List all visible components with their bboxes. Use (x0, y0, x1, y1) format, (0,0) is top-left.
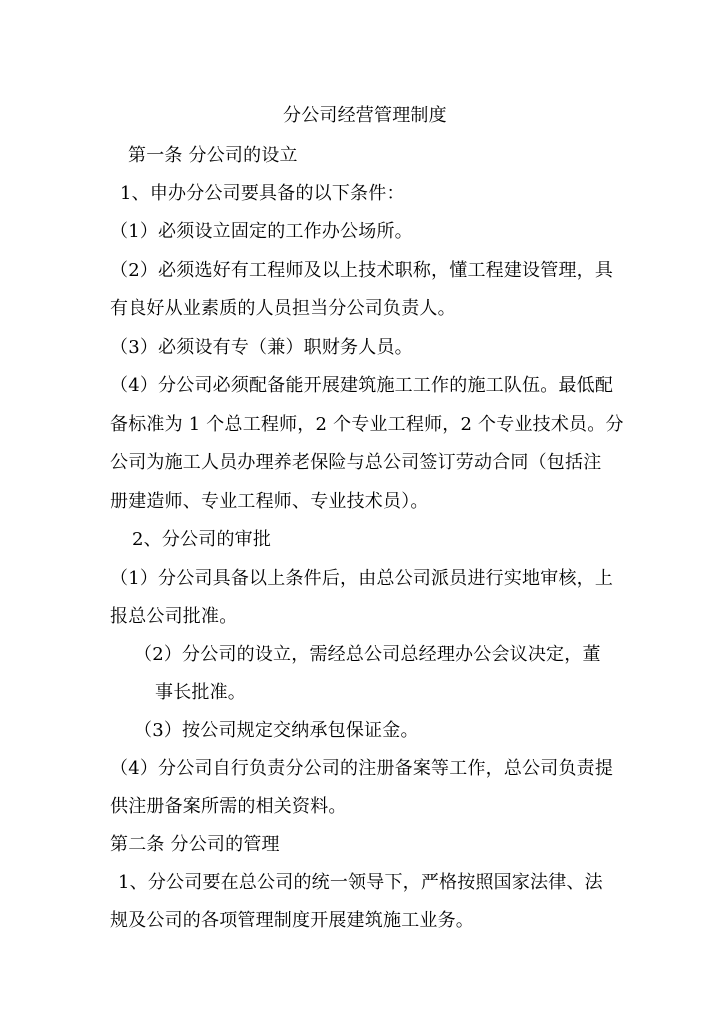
section-2-heading: 2、分公司的审批 (132, 529, 272, 550)
paragraph-line: 1、分公司要在总公司的统一领导下，严格按照国家法律、法 (118, 872, 603, 893)
paragraph-line: （3）必须设有专（兼）职财务人员。 (110, 337, 413, 358)
article-2-heading: 第二条 分公司的管理 (110, 834, 280, 855)
paragraph-line: （3）按公司规定交纳承包保证金。 (134, 720, 419, 741)
document-title: 分公司经营管理制度 (283, 105, 447, 126)
paragraph-line: （2）必须选好有工程师及以上技术职称，懂工程建设管理，具 (110, 260, 614, 281)
paragraph-line: 册建造师、专业工程师、专业技术员）。 (110, 491, 429, 512)
paragraph-line: 公司为施工人员办理养老保险与总公司签订劳动合同（包括注 (110, 452, 602, 473)
article-1-heading: 第一条 分公司的设立 (128, 145, 298, 166)
paragraph-line: 规及公司的各项管理制度开展建筑施工业务。 (110, 910, 474, 931)
paragraph-line: （1）必须设立固定的工作办公场所。 (110, 221, 413, 242)
paragraph-line: （4）分公司自行负责分公司的注册备案等工作，总公司负责提 (110, 758, 614, 779)
paragraph-line: 有良好从业素质的人员担当分公司负责人。 (110, 298, 456, 319)
paragraph-line: （2）分公司的设立，需经总公司总经理办公会议决定，董 (134, 644, 601, 665)
paragraph-line: 事长批准。 (155, 682, 246, 703)
paragraph-line: （4）分公司必须配备能开展建筑施工工作的施工队伍。最低配 (110, 375, 614, 396)
paragraph-line: 供注册备案所需的相关资料。 (110, 796, 347, 817)
paragraph-line: 备标准为 1 个总工程师，2 个专业工程师，2 个专业技术员。分 (110, 414, 624, 435)
paragraph-line: （1）分公司具备以上条件后，由总公司派员进行实地审核，上 (110, 568, 614, 589)
paragraph-line: 报总公司批准。 (110, 606, 238, 627)
section-1-heading: 1、申办分公司要具备的以下条件： (120, 183, 405, 204)
